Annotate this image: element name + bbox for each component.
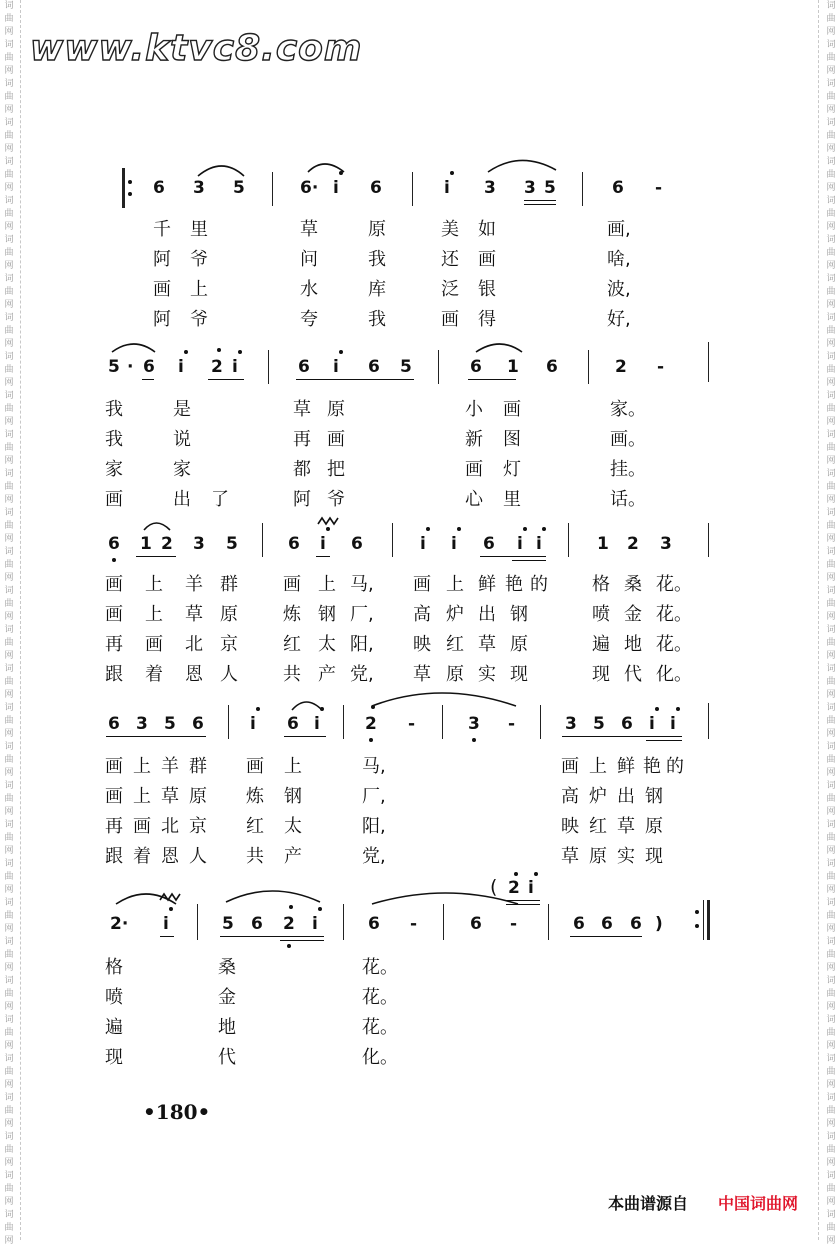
note: 6 xyxy=(573,914,585,934)
note: 6 xyxy=(288,534,300,554)
note: i xyxy=(649,714,655,734)
note: 2· xyxy=(110,914,129,934)
note: 6 xyxy=(298,357,310,377)
slur xyxy=(198,166,244,176)
slur xyxy=(112,344,155,352)
note: i xyxy=(528,878,534,898)
note: - xyxy=(410,914,418,934)
high-octave-dot xyxy=(534,872,538,876)
slur xyxy=(292,702,322,710)
high-octave-dot xyxy=(514,872,518,876)
note: 6 xyxy=(370,178,382,198)
note: 6 xyxy=(251,914,263,934)
note: 3 xyxy=(193,534,205,554)
note: 6 xyxy=(143,357,155,377)
note: 3 xyxy=(524,178,536,198)
note: 5 xyxy=(544,178,556,198)
note: i xyxy=(420,534,426,554)
source-site-link[interactable]: 中国词曲网 xyxy=(718,1194,799,1213)
note: 3 xyxy=(136,714,148,734)
slur xyxy=(488,160,556,172)
note: 6 xyxy=(368,914,380,934)
note: i xyxy=(163,914,169,934)
note: 6 xyxy=(351,534,363,554)
note: i xyxy=(312,914,318,934)
high-octave-dot xyxy=(655,707,659,711)
slur xyxy=(308,164,344,172)
note: i xyxy=(333,357,339,377)
note: 5 xyxy=(222,914,234,934)
note: 6 xyxy=(612,178,624,198)
note: 5 xyxy=(233,178,245,198)
note: 6 xyxy=(621,714,633,734)
high-octave-dot xyxy=(457,527,461,531)
note: i xyxy=(444,178,450,198)
left-margin-watermark: 词曲网 词曲网 词曲网 词曲网 词曲网 词曲网 词曲网 词曲网 词曲网 词曲网 词曲网 词曲网 词曲网 词曲网 词曲网 词曲网 词曲网 词曲网 词曲网 词曲网 词曲网 词曲网 词曲网 词曲网 词曲网 词曲网 词曲网 词曲网 词曲网 词曲网 词曲网 词曲网 xyxy=(4,1,14,1246)
note: 5 xyxy=(164,714,176,734)
close-paren: ) xyxy=(655,914,663,934)
note: 6 xyxy=(108,534,120,554)
note: - xyxy=(508,714,516,734)
high-octave-dot xyxy=(523,527,527,531)
high-octave-dot xyxy=(426,527,430,531)
note: 6 xyxy=(287,714,299,734)
high-octave-dot xyxy=(289,905,293,909)
high-octave-dot xyxy=(184,350,188,354)
note: 5 xyxy=(226,534,238,554)
note: 6 xyxy=(368,357,380,377)
note: 2 xyxy=(615,357,627,377)
high-octave-dot xyxy=(318,907,322,911)
note: 2 xyxy=(508,878,520,898)
note: i xyxy=(250,714,256,734)
note: i xyxy=(670,714,676,734)
slur xyxy=(372,893,518,904)
site-watermark: www.ktvc8.com xyxy=(30,28,363,69)
mordent-ornament xyxy=(318,518,338,524)
note: 1 xyxy=(597,534,609,554)
high-octave-dot xyxy=(256,707,260,711)
right-margin-watermark: 词曲网 词曲网 词曲网 词曲网 词曲网 词曲网 词曲网 词曲网 词曲网 词曲网 词曲网 词曲网 词曲网 词曲网 词曲网 词曲网 词曲网 词曲网 词曲网 词曲网 词曲网 词曲网 词曲网 词曲网 词曲网 词曲网 词曲网 词曲网 词曲网 词曲网 词曲网 词曲网 xyxy=(826,1,836,1246)
note: 6 xyxy=(483,534,495,554)
high-octave-dot xyxy=(320,707,324,711)
high-octave-dot xyxy=(326,527,330,531)
note: 5 xyxy=(108,357,120,377)
note: - xyxy=(408,714,416,734)
high-octave-dot xyxy=(217,348,221,352)
note: i xyxy=(314,714,320,734)
note: · xyxy=(127,357,134,377)
page-number: •180• xyxy=(143,1100,211,1124)
note: 6 xyxy=(108,714,120,734)
note: - xyxy=(655,178,663,198)
note: 2 xyxy=(211,357,223,377)
slur xyxy=(144,523,170,530)
note: i xyxy=(320,534,326,554)
high-octave-dot xyxy=(238,350,242,354)
note: i xyxy=(333,178,339,198)
note: 6 xyxy=(546,357,558,377)
high-octave-dot xyxy=(450,171,454,175)
note: 5 xyxy=(593,714,605,734)
note: - xyxy=(510,914,518,934)
note: 3 xyxy=(468,714,480,734)
note: 6 xyxy=(153,178,165,198)
note: 6 xyxy=(192,714,204,734)
high-octave-dot xyxy=(339,171,343,175)
note: 3 xyxy=(660,534,672,554)
slur xyxy=(226,891,320,902)
note: i xyxy=(232,357,238,377)
note: 2 xyxy=(365,714,377,734)
note: 6 xyxy=(630,914,642,934)
high-octave-dot xyxy=(169,907,173,911)
note: 2 xyxy=(627,534,639,554)
note: 3 xyxy=(484,178,496,198)
slur xyxy=(476,344,522,352)
note: 2 xyxy=(283,914,295,934)
note: 6 xyxy=(470,357,482,377)
note: 6 xyxy=(601,914,613,934)
slur xyxy=(372,693,516,706)
note: i xyxy=(451,534,457,554)
note: 3 xyxy=(565,714,577,734)
note: 1 xyxy=(140,534,152,554)
note: 5 xyxy=(400,357,412,377)
note: i xyxy=(178,357,184,377)
source-prefix: 本曲谱源自 xyxy=(608,1194,689,1213)
high-octave-dot xyxy=(339,350,343,354)
note: 3 xyxy=(193,178,205,198)
note: 6 xyxy=(470,914,482,934)
note: 2 xyxy=(161,534,173,554)
note: i xyxy=(517,534,523,554)
open-paren: ( xyxy=(490,876,498,898)
note: i xyxy=(536,534,542,554)
note: 6· xyxy=(300,178,319,198)
high-octave-dot xyxy=(542,527,546,531)
note: 1 xyxy=(507,357,519,377)
high-octave-dot xyxy=(676,707,680,711)
note: - xyxy=(657,357,665,377)
high-octave-dot xyxy=(371,705,375,709)
